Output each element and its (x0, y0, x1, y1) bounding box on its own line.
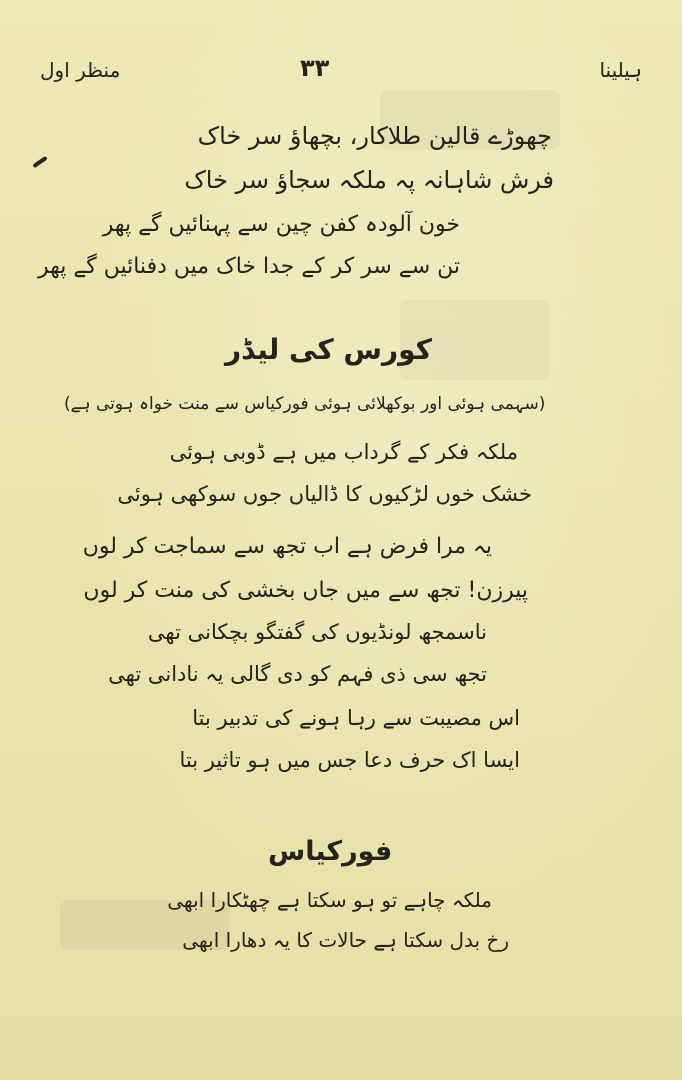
verse-line: پیرزن! تجھ سے میں جاں بخشی کی منت کر لوں (83, 578, 528, 603)
verse-line: چھوڑے قالین طلاکار، بچھاؤ سر خاک (197, 122, 552, 150)
section-title: فورکیاس (268, 836, 393, 867)
ink-mark (32, 156, 47, 168)
verse-line: خون آلودہ کفن چین سے پہنائیں گے پھر (102, 212, 460, 237)
stage-direction: (سہمی ہوئی اور بوکھلائی ہوئی فورکیاس سے منت خواہ ہوتی ہے) (64, 394, 546, 414)
verse-line: خشک خوں لڑکیوں کا ڈالیاں جوں سوکھی ہوئی (117, 482, 532, 506)
verse-line: ایسا اک حرف دعا جس میں ہو تاثیر بتا (179, 748, 520, 772)
verse-line: فرش شاہانہ پہ ملکہ سجاؤ سر خاک (184, 166, 554, 194)
verse-line: تجھ سی ذی فہم کو دی گالی یہ نادانی تھی (108, 662, 487, 686)
verse-line: رخ بدل سکتا ہے حالات کا یہ دھارا ابھی (182, 928, 509, 952)
header-scene: منظر اول (40, 58, 121, 82)
section-title: کورس کی لیڈر (225, 333, 432, 366)
verse-line: ملکہ فکر کے گرداب میں ہے ڈوبی ہوئی (169, 440, 518, 464)
verse-line: تن سے سر کر کے جدا خاک میں دفنائیں گے پھر (37, 254, 460, 279)
page-number: ۳۳ (300, 54, 330, 82)
verse-line: اس مصیبت سے رہا ہونے کی تدبیر بتا (192, 706, 520, 730)
verse-line: ملکہ چاہے تو ہو سکتا ہے چھٹکارا ابھی (167, 888, 492, 912)
verse-line: ناسمجھ لونڈیوں کی گفتگو بچکانی تھی (147, 620, 487, 644)
verse-line: یہ مرا فرض ہے اب تجھ سے سماجت کر لوں (82, 534, 492, 559)
header-title: ہیلینا (599, 58, 642, 82)
